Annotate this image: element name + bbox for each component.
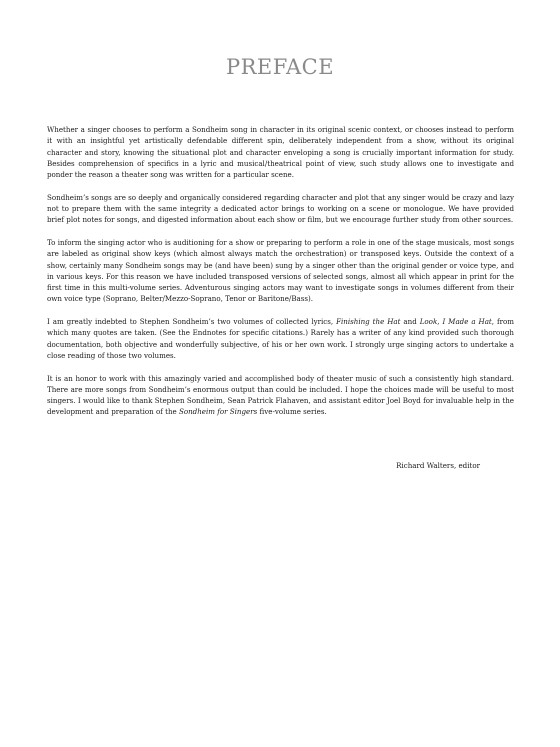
book-title-look-i-made-a-hat: Look, I Made a Hat xyxy=(419,317,492,327)
page-title: PREFACE xyxy=(225,55,335,79)
preface-body xyxy=(47,124,514,418)
paragraph-4-text-c: and xyxy=(400,317,420,327)
paragraph-5 xyxy=(47,373,514,418)
paragraph-5-text-a: It is an honor to work with this amazingly varied and accomplished body of theater music of such a consistently high standard. There are more songs from Sondheim’s enormous output than could be included. I hope the choices made will be useful to most singers. I would like to thank Stephen Sondheim, Sean Patrick Flahaven, and assistant editor Joel Boyd for invaluable help in the development and preparation of the xyxy=(47,373,514,417)
signature: Richard Walters, editor xyxy=(396,461,480,470)
paragraph-1: Whether a singer chooses to perform a Sondheim song in character in its original scenic context, or chooses instead to perform it with an insightful yet artistically defendable different spin, deliberately independent from a show, without its original character and story, knowing the situational plot and character enveloping a song is crucially important information for study. Besides comprehension of specifics in a lyric and musical/theatrical point of view, such study allows one to investigate and ponder the reason a theater song was written for a particular scene. xyxy=(47,125,514,180)
paragraph-4 xyxy=(47,316,514,361)
paragraph-5-text-c: five-volume series. xyxy=(257,407,327,417)
series-title-sondheim-for-singers: Sondheim for Singers xyxy=(178,407,258,417)
paragraph-4-text-a: I am greatly indebted to Stephen Sondheim’s two volumes of collected lyrics, xyxy=(47,317,337,327)
book-title-finishing-the-hat: Finishing the Hat xyxy=(336,317,401,327)
paragraph-2: Sondheim’s songs are so deeply and organically considered regarding character and plot that any singer would be crazy and lazy not to prepare them with the same integrity a dedicated actor brings to working on a scene or monologue. We have provided brief plot notes for songs, and digested information about each show or film, but we encourage further study from other sources. xyxy=(47,192,514,225)
paragraph-3: To inform the singing actor who is auditioning for a show or preparing to perform a role in one of the stage musicals, most songs are labeled as original show keys (which almost always match the orchestration) or transposed keys. Outside the context of a show, certainly many Sondheim songs may be (and have been) sung by a singer other than the original gender or voice type, and in various keys. For this reason we have included transposed versions of selected songs, almost all which appear in print for the first time in this multi-volume series. Adventurous singing actors may want to investigate songs in volumes different from their own voice type (Soprano, Belter/Mezzo-Soprano, Tenor or Baritone/Bass). xyxy=(47,237,514,304)
paragraph-4-text-e: , from which many quotes are taken. (See the Endnotes for specific citations.) Rarely has a writer of any kind provided such thorough documentation, both objective and wonderfully subjective, of his or her own work. I strongly urge singing actors to undertake a close reading of those two volumes. xyxy=(47,317,514,360)
